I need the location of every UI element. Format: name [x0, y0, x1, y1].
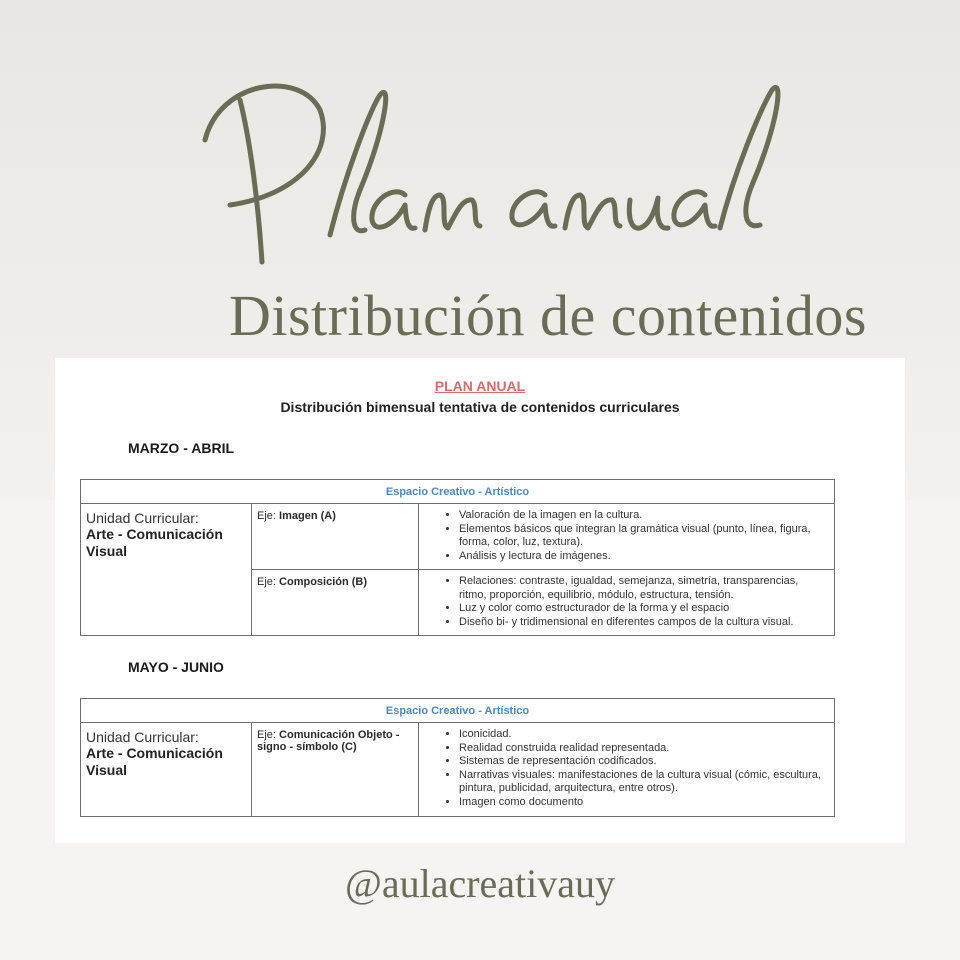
content-list [445, 728, 826, 809]
content-cell [419, 723, 835, 817]
script-title-lettering [0, 0, 960, 300]
eje-cell [252, 570, 419, 636]
curriculum-table [80, 479, 835, 636]
curriculum-table [80, 698, 835, 817]
list-item: • Diseño bi- y tridimensional en diferentes campos de la cultura visual. [459, 616, 826, 630]
eje-name: Comunicación Objeto - signo - símbolo (C) [257, 729, 400, 753]
period-label: MARZO - ABRIL [128, 440, 235, 456]
unit-cell [81, 723, 252, 817]
list-item: • Valoración de la imagen en la cultura. [459, 509, 826, 523]
list-item: • Relaciones: contraste, igualdad, semejanza, simetría, transparencias, ritmo, proporción, equilibrio, módulo, estructura, tensión. [459, 575, 826, 602]
list-item: • Análisis y lectura de imágenes. [459, 550, 826, 564]
unit-label: Unidad Curricular: [86, 729, 199, 745]
eje-prefix: Eje: [257, 729, 276, 741]
list-item: • Realidad construida realidad representada. [459, 742, 826, 756]
table-row [81, 723, 835, 817]
content-cell [419, 504, 835, 570]
period-label: MAYO - JUNIO [128, 659, 224, 675]
table-header: Espacio Creativo - Artístico [81, 480, 835, 504]
eje-name: Composición (B) [279, 576, 368, 588]
list-item: • Iconicidad. [459, 728, 826, 742]
subtitle: Distribución de contenidos [228, 283, 867, 348]
list-item: • Narrativas visuales: manifestaciones de la cultura visual (cómic, escultura, pintura, publicidad, arquitectura, entre otros). [459, 769, 826, 796]
eje-name: Imagen (A) [279, 510, 336, 522]
table-row [81, 504, 835, 570]
eje-cell [252, 504, 419, 570]
eje-prefix: Eje: [257, 510, 276, 522]
eje-prefix: Eje: [257, 576, 276, 588]
unit-cell [81, 504, 252, 636]
table-header: Espacio Creativo - Artístico [81, 699, 835, 723]
content-list [445, 575, 826, 629]
list-item: • Imagen como documento [459, 796, 826, 810]
content-list [445, 509, 826, 563]
list-item: • Luz y color como estructurador de la forma y el espacio [459, 602, 826, 616]
unit-label: Unidad Curricular: [86, 510, 199, 526]
content-cell [419, 570, 835, 636]
document-subtitle: Distribución bimensual tentativa de contenidos curriculares [280, 399, 680, 415]
list-item: • Sistemas de representación codificados. [459, 755, 826, 769]
unit-name: Arte - Comunicación Visual [86, 745, 223, 778]
list-item: • Elementos básicos que integran la gramática visual (punto, línea, figura, forma, color, luz, textura). [459, 523, 826, 550]
document-title: PLAN ANUAL [434, 378, 526, 394]
document-page [55, 358, 905, 843]
script-title [0, 0, 960, 300]
social-handle: @aulacreativauy [344, 861, 616, 906]
eje-cell [252, 723, 419, 817]
unit-name: Arte - Comunicación Visual [86, 526, 223, 559]
